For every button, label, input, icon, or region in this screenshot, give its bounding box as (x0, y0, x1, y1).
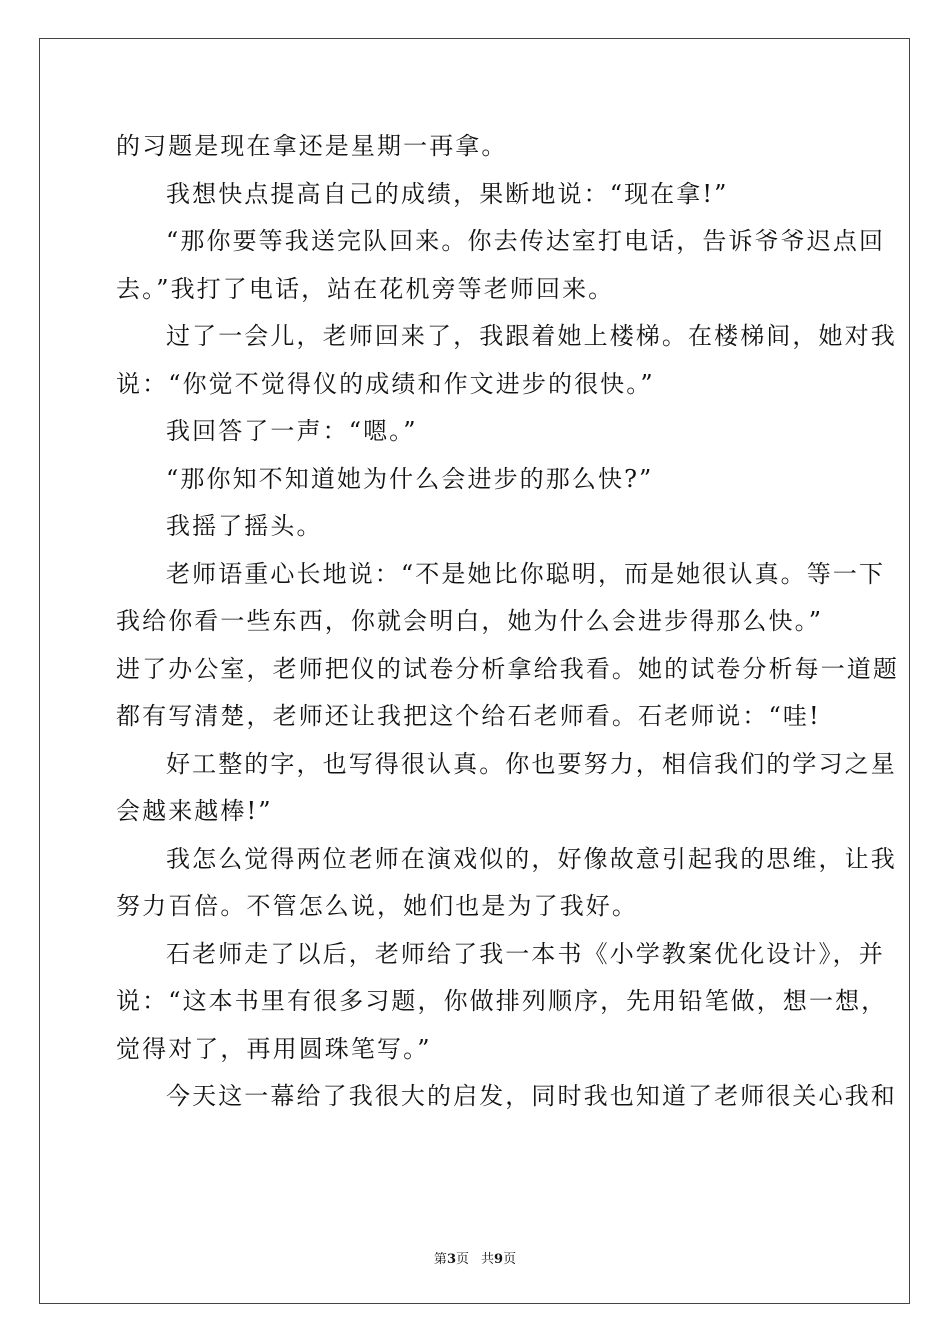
text-line: 石老师走了以后，老师给了我一本书《小学教案优化设计》，并 (166, 939, 885, 968)
text-line: 说：“这本书里有很多习题，你做排列顺序，先用铅笔做，想一想， (116, 987, 888, 1015)
text-line: 会越来越棒!” (116, 797, 273, 825)
text-line: 今天这一幕给了我很大的启发，同时我也知道了老师很关心我和 (166, 1082, 897, 1110)
text-line: 都有写清楚，老师还让我把这个给石老师看。石老师说：“哇! (116, 702, 821, 730)
text-line: 进了办公室，老师把仪的试卷分析拿给我看。她的试卷分析每一道题 (116, 654, 899, 683)
text-line: 老师语重心长地说：“不是她比你聪明，而是她很认真。等一下 (166, 559, 886, 588)
text-line: “那你知不知道她为什么会进步的那么快?” (166, 464, 654, 493)
text-line: 的习题是现在拿还是星期一再拿。 (116, 132, 508, 160)
total-prefix: 共 (481, 1252, 495, 1267)
text-line: 好工整的字，也写得很认真。你也要努力，相信我们的学习之星 (166, 749, 897, 778)
text-line: 我回答了一声：“嗯。” (166, 417, 418, 445)
text-line: 努力百倍。不管怎么说，她们也是为了我好。 (116, 892, 638, 920)
document-body (116, 123, 899, 1121)
total-suffix: 页 (503, 1252, 517, 1267)
text-line: 觉得对了，再用圆珠笔写。” (116, 1034, 432, 1063)
page-suffix: 页 (455, 1252, 469, 1267)
text-line: 我给你看一些东西，你就会明白，她为什么会进步得那么快。” (116, 607, 824, 635)
page-prefix: 第 (433, 1252, 447, 1267)
total-pages: 9 (494, 1252, 504, 1267)
page-number: 3 (446, 1252, 456, 1267)
text-line: 我摇了摇头。 (166, 512, 323, 540)
text-line: 过了一会儿，老师回来了，我跟着她上楼梯。在楼梯间，她对我 (166, 322, 897, 350)
text-line: 说：“你觉不觉得仪的成绩和作文进步的很快。” (116, 369, 655, 398)
text-line: 我想快点提高自己的成绩，果断地说：“现在拿!” (166, 179, 729, 208)
text-line: 去。”我打了电话，站在花机旁等老师回来。 (116, 274, 615, 303)
text-line: 我怎么觉得两位老师在演戏似的，好像故意引起我的思维，让我 (166, 844, 897, 873)
text-line: “那你要等我送完队回来。你去传达室打电话，告诉爷爷迟点回 (166, 227, 886, 255)
page-footer (0, 1248, 950, 1267)
